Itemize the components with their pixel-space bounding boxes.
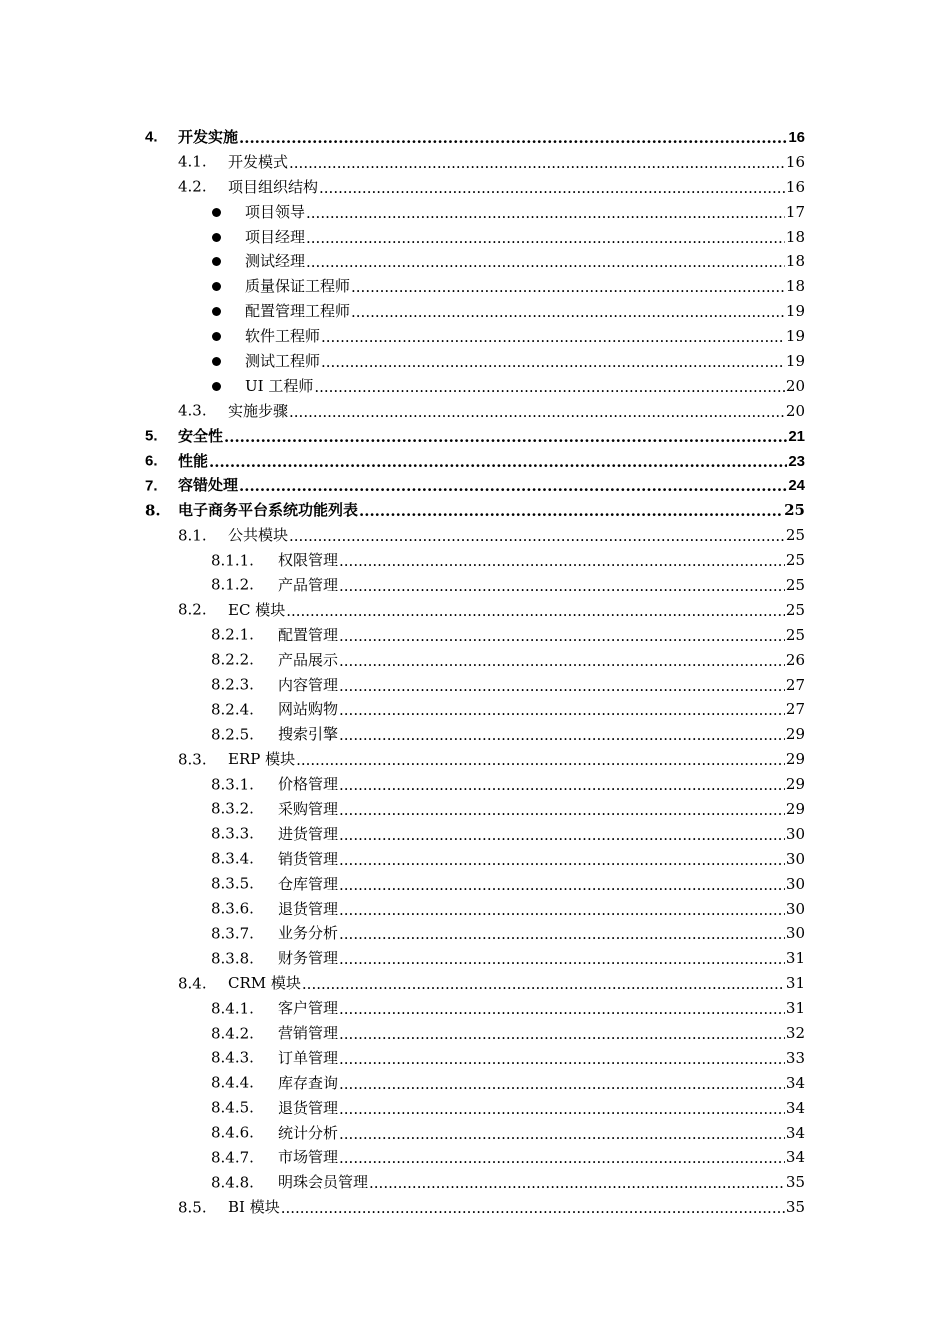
toc-entry-title: 配置管理	[278, 625, 339, 644]
toc-entry-title: 项目经理	[245, 227, 306, 246]
toc-leader-dots	[339, 1126, 785, 1143]
toc-entry-page: 19	[785, 302, 805, 321]
toc-entry[interactable]	[0, 1071, 950, 1096]
table-of-contents	[0, 125, 950, 1220]
toc-entry-title: 搜索引擎	[278, 725, 339, 744]
toc-entry-page: 29	[785, 775, 805, 794]
toc-entry-title: 仓库管理	[278, 874, 339, 893]
toc-leader-dots	[239, 130, 787, 147]
toc-leader-dots	[339, 678, 785, 695]
toc-entry-number: 4.3.	[178, 401, 207, 420]
toc-entry-page: 25	[785, 551, 805, 570]
toc-leader-dots	[339, 827, 785, 844]
toc-entry-number: 8.4.3.	[211, 1048, 254, 1067]
toc-entry[interactable]	[0, 399, 950, 424]
toc-leader-dots	[209, 454, 787, 471]
toc-entry-number: 8.3.4.	[211, 849, 254, 868]
toc-leader-dots	[314, 379, 785, 396]
toc-leader-dots	[339, 951, 785, 968]
toc-entry-page: 19	[785, 327, 805, 346]
toc-entry-number: 8.4.7.	[211, 1148, 254, 1167]
toc-leader-dots	[296, 752, 785, 769]
toc-entry-title: 性能	[178, 452, 209, 470]
toc-entry-number: 8.3.3.	[211, 824, 254, 843]
toc-leader-dots	[339, 628, 785, 645]
toc-entry-number: 8.3.	[178, 750, 207, 769]
toc-entry-page: 29	[785, 750, 805, 769]
toc-entry[interactable]	[0, 424, 950, 449]
toc-entry-number: 8.1.1.	[211, 551, 254, 570]
toc-entry[interactable]	[0, 1046, 950, 1071]
toc-entry-number: 8.2.	[178, 600, 207, 619]
toc-entry-title: 财务管理	[278, 949, 339, 968]
toc-entry[interactable]	[0, 797, 950, 822]
toc-entry-page: 31	[785, 974, 805, 993]
toc-leader-dots	[369, 1175, 785, 1192]
toc-entry-page: 20	[785, 376, 805, 395]
toc-entry-title: 网站购物	[278, 700, 339, 719]
toc-entry[interactable]	[0, 673, 950, 698]
toc-entry-page: 29	[785, 799, 805, 818]
toc-entry-number: 8.4.1.	[211, 999, 254, 1018]
toc-entry-title: 统计分析	[278, 1123, 339, 1142]
toc-leader-dots	[224, 429, 787, 446]
toc-entry-number: 8.2.4.	[211, 700, 254, 719]
toc-entry-title: UI 工程师	[245, 376, 314, 395]
toc-entry-number: 4.1.	[178, 152, 207, 171]
toc-entry-number: 4.2.	[178, 177, 207, 196]
toc-leader-dots	[302, 976, 785, 993]
toc-entry-number: 8.4.6.	[211, 1123, 254, 1142]
toc-entry-page: 35	[785, 1198, 805, 1217]
toc-entry-page: 18	[785, 277, 805, 296]
toc-leader-dots	[339, 877, 785, 894]
toc-entry-title: 公共模块	[228, 526, 289, 545]
toc-entry[interactable]	[0, 548, 950, 573]
toc-leader-dots	[239, 478, 787, 495]
toc-leader-dots	[339, 777, 785, 794]
toc-leader-dots	[339, 1051, 785, 1068]
toc-leader-dots	[339, 553, 785, 570]
toc-entry-page: 32	[785, 1024, 805, 1042]
toc-entry-page: 34	[785, 1073, 805, 1092]
toc-entry-number: 5.	[145, 427, 158, 445]
bullet-icon	[212, 257, 221, 266]
toc-entry[interactable]	[0, 872, 950, 897]
toc-entry-title: 市场管理	[278, 1148, 339, 1167]
toc-entry[interactable]	[0, 324, 950, 349]
toc-entry[interactable]	[0, 922, 950, 947]
toc-entry-number: 8.3.2.	[211, 799, 254, 818]
toc-leader-dots	[319, 180, 785, 197]
toc-entry[interactable]	[0, 648, 950, 673]
toc-entry[interactable]	[0, 449, 950, 474]
toc-leader-dots	[339, 727, 785, 744]
toc-entry-title: 产品管理	[278, 575, 339, 594]
toc-entry-number: 8.4.5.	[211, 1098, 254, 1117]
toc-entry[interactable]	[0, 1146, 950, 1171]
toc-entry-number: 8.	[145, 501, 161, 520]
toc-entry-number: 8.2.1.	[211, 625, 254, 644]
toc-entry-title: 内容管理	[278, 675, 339, 694]
toc-entry[interactable]	[0, 175, 950, 200]
toc-entry-page: 23	[788, 452, 805, 470]
toc-entry-page: 16	[785, 152, 805, 171]
toc-entry-title: 容错处理	[178, 477, 239, 495]
toc-entry[interactable]	[0, 1096, 950, 1121]
toc-entry-page: 21	[788, 427, 805, 445]
toc-entry[interactable]	[0, 598, 950, 623]
toc-entry[interactable]	[0, 150, 950, 175]
toc-entry-title: ERP 模块	[228, 750, 296, 769]
toc-leader-dots	[339, 926, 785, 943]
toc-leader-dots	[339, 902, 785, 919]
toc-entry-title: 订单管理	[278, 1048, 339, 1067]
toc-entry-page: 34	[785, 1098, 805, 1117]
toc-entry-number: 8.3.8.	[211, 949, 254, 968]
toc-entry-number: 8.5.	[178, 1198, 207, 1217]
toc-entry-title: 测试经理	[245, 252, 306, 271]
toc-entry[interactable]	[0, 523, 950, 548]
toc-entry-page: 25	[785, 575, 805, 594]
toc-entry[interactable]	[0, 225, 950, 250]
toc-entry-page: 31	[785, 949, 805, 968]
toc-entry-title: 销货管理	[278, 849, 339, 868]
bullet-icon	[212, 282, 221, 291]
toc-entry[interactable]	[0, 1121, 950, 1146]
toc-entry-title: 软件工程师	[245, 327, 321, 346]
toc-leader-dots	[339, 1076, 785, 1093]
toc-entry-page: 30	[785, 849, 805, 868]
toc-entry[interactable]	[0, 897, 950, 922]
toc-entry[interactable]	[0, 473, 950, 498]
toc-leader-dots	[339, 653, 785, 670]
toc-entry[interactable]	[0, 498, 950, 523]
bullet-icon	[212, 233, 221, 242]
toc-entry-number: 8.3.1.	[211, 775, 254, 794]
toc-entry-page: 20	[785, 401, 805, 420]
toc-entry[interactable]	[0, 200, 950, 225]
toc-entry-number: 8.2.2.	[211, 650, 254, 669]
toc-entry-page: 35	[785, 1173, 805, 1192]
toc-entry-title: EC 模块	[228, 600, 286, 619]
toc-entry[interactable]	[0, 722, 950, 747]
toc-entry-title: 配置管理工程师	[245, 302, 351, 321]
toc-entry-title: 采购管理	[278, 799, 339, 818]
toc-entry-title: 价格管理	[278, 775, 339, 794]
toc-entry-page: 27	[785, 700, 805, 719]
toc-entry[interactable]	[0, 274, 950, 299]
toc-entry-title: 库存查询	[278, 1073, 339, 1092]
toc-entry[interactable]	[0, 946, 950, 971]
toc-entry-title: 客户管理	[278, 999, 339, 1018]
toc-entry[interactable]	[0, 299, 950, 324]
toc-entry-title: 产品展示	[278, 650, 339, 669]
toc-entry[interactable]	[0, 1170, 950, 1195]
toc-entry-page: 29	[785, 725, 805, 744]
toc-leader-dots	[321, 354, 785, 371]
toc-entry-page: 34	[785, 1123, 805, 1142]
toc-entry-page: 16	[788, 128, 805, 146]
toc-entry-title: 项目领导	[245, 202, 306, 221]
toc-entry-title: 实施步骤	[228, 401, 289, 420]
toc-leader-dots	[339, 852, 785, 869]
toc-entry-number: 8.4.	[178, 974, 207, 993]
toc-entry[interactable]	[0, 772, 950, 797]
toc-entry-number: 8.2.5.	[211, 725, 254, 744]
toc-leader-dots	[339, 1001, 785, 1018]
toc-entry-number: 8.3.7.	[211, 924, 254, 943]
toc-entry[interactable]	[0, 125, 950, 150]
toc-entry-page: 33	[785, 1048, 805, 1067]
toc-leader-dots	[339, 578, 785, 595]
toc-entry[interactable]	[0, 349, 950, 374]
toc-entry-title: CRM 模块	[228, 974, 301, 993]
bullet-icon	[212, 208, 221, 217]
toc-entry-number: 8.4.8.	[211, 1173, 254, 1192]
toc-entry-number: 8.3.5.	[211, 874, 254, 893]
toc-entry-page: 18	[785, 252, 805, 271]
toc-entry-page: 30	[785, 874, 805, 893]
toc-entry-title: 测试工程师	[245, 351, 321, 370]
toc-entry-page: 30	[785, 899, 805, 918]
toc-entry-title: 安全性	[178, 427, 224, 445]
toc-entry-title: 业务分析	[278, 924, 339, 943]
toc-leader-dots	[286, 603, 785, 620]
toc-entry[interactable]	[0, 822, 950, 847]
toc-leader-dots	[339, 702, 785, 719]
toc-leader-dots	[339, 1101, 785, 1118]
toc-entry-page: 16	[785, 177, 805, 196]
toc-entry-page: 25	[785, 526, 805, 545]
toc-leader-dots	[351, 304, 785, 321]
toc-entry-title: 电子商务平台系统功能列表	[178, 501, 359, 520]
toc-leader-dots	[339, 1026, 785, 1043]
toc-entry-number: 8.3.6.	[211, 899, 254, 918]
bullet-icon	[212, 357, 221, 366]
toc-entry-title: 开发实施	[178, 128, 239, 146]
bullet-icon	[212, 382, 221, 391]
toc-leader-dots	[306, 230, 785, 247]
toc-entry-number: 8.2.3.	[211, 675, 254, 694]
toc-entry[interactable]	[0, 374, 950, 399]
toc-entry-title: 明珠会员管理	[278, 1173, 369, 1192]
toc-entry-title: 项目组织结构	[228, 177, 319, 196]
toc-entry-title: 开发模式	[228, 152, 289, 171]
toc-leader-dots	[359, 503, 783, 520]
toc-entry[interactable]	[0, 249, 950, 274]
toc-entry-number: 8.1.	[178, 526, 207, 545]
toc-entry-number: 7.	[145, 477, 158, 495]
toc-entry-title: 营销管理	[278, 1024, 339, 1042]
toc-leader-dots	[339, 1150, 785, 1167]
toc-entry-page: 26	[785, 650, 805, 669]
toc-leader-dots	[281, 1200, 785, 1217]
toc-entry[interactable]	[0, 573, 950, 598]
toc-entry-title: 权限管理	[278, 551, 339, 570]
toc-leader-dots	[289, 528, 785, 545]
toc-entry[interactable]	[0, 971, 950, 996]
toc-leader-dots	[351, 279, 785, 296]
toc-entry-page: 30	[785, 924, 805, 943]
toc-leader-dots	[289, 404, 785, 421]
toc-entry-page: 17	[785, 202, 805, 221]
toc-entry-title: BI 模块	[228, 1198, 280, 1217]
toc-entry[interactable]	[0, 1021, 950, 1046]
toc-entry-page: 30	[785, 824, 805, 843]
toc-entry-title: 进货管理	[278, 824, 339, 843]
toc-entry[interactable]	[0, 847, 950, 872]
toc-leader-dots	[321, 329, 785, 346]
bullet-icon	[212, 307, 221, 316]
toc-entry-page: 25	[785, 625, 805, 644]
toc-entry-number: 8.1.2.	[211, 575, 254, 594]
toc-leader-dots	[306, 205, 785, 222]
toc-entry-page: 31	[785, 999, 805, 1018]
toc-leader-dots	[306, 254, 785, 271]
toc-entry[interactable]	[0, 1195, 950, 1220]
toc-entry-page: 27	[785, 675, 805, 694]
toc-entry-page: 25	[785, 600, 805, 619]
bullet-icon	[212, 332, 221, 341]
toc-entry-page: 25	[784, 501, 805, 520]
toc-entry-title: 退货管理	[278, 899, 339, 918]
toc-entry-number: 8.4.4.	[211, 1073, 254, 1092]
toc-leader-dots	[289, 155, 785, 172]
toc-entry-page: 34	[785, 1148, 805, 1167]
toc-entry-page: 19	[785, 351, 805, 370]
toc-entry[interactable]	[0, 623, 950, 648]
toc-entry[interactable]	[0, 747, 950, 772]
toc-entry[interactable]	[0, 697, 950, 722]
toc-entry-number: 8.4.2.	[211, 1024, 254, 1042]
toc-entry-page: 18	[785, 227, 805, 246]
toc-entry-number: 6.	[145, 452, 158, 470]
toc-entry-title: 质量保证工程师	[245, 277, 351, 296]
toc-leader-dots	[339, 802, 785, 819]
toc-entry-number: 4.	[145, 128, 158, 146]
toc-entry[interactable]	[0, 996, 950, 1021]
toc-entry-page: 24	[788, 477, 805, 495]
toc-entry-title: 退货管理	[278, 1098, 339, 1117]
